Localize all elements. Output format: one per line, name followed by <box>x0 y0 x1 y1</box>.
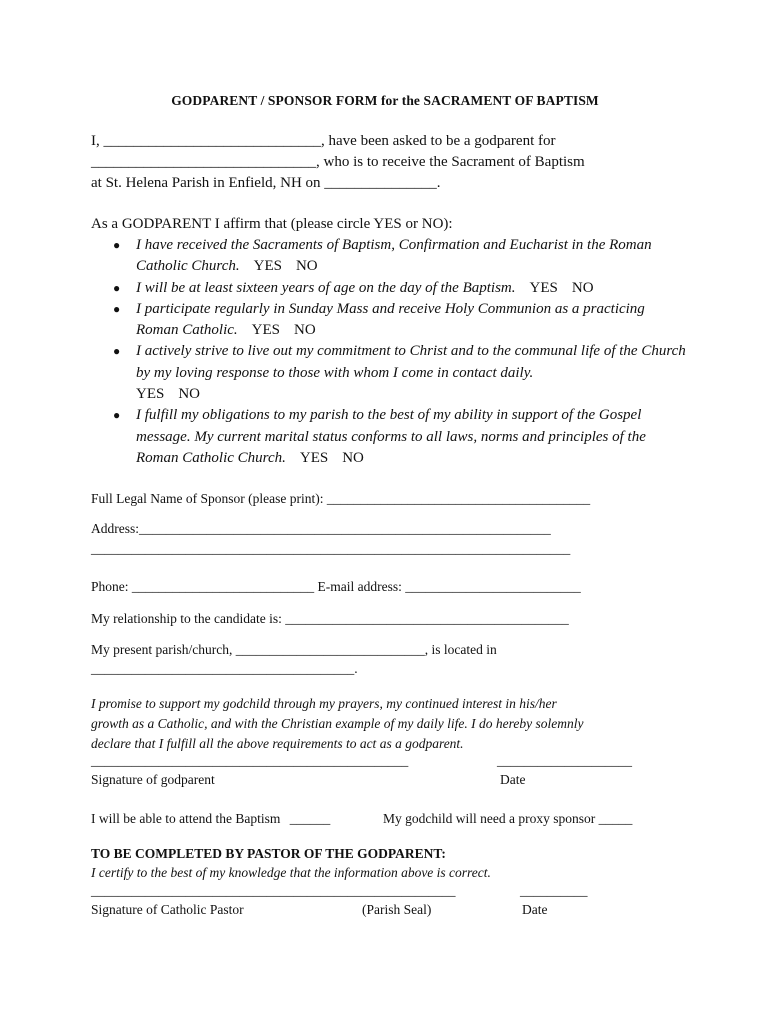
intro-line-2 <box>91 152 585 173</box>
legal-name-field[interactable]: _______________________________________ <box>326 491 591 506</box>
legal-name-row <box>91 490 590 508</box>
proxy-row <box>383 810 632 828</box>
proxy-label: My godchild will need a proxy sponsor <box>383 811 599 826</box>
address-row <box>91 520 551 538</box>
yes-option[interactable]: YES <box>136 386 165 403</box>
no-option[interactable]: NO <box>342 449 364 466</box>
pastor-heading: TO BE COMPLETED BY PASTOR OF THE GODPARENT: <box>91 846 446 861</box>
attend-field[interactable]: ______ <box>289 811 331 826</box>
affirmation-list <box>91 235 691 469</box>
location-row: _______________________________________. <box>91 661 358 676</box>
yes-option[interactable]: YES <box>299 449 329 466</box>
candidate-name-blank[interactable]: ______________________________ <box>91 154 316 170</box>
address-row-2 <box>91 540 570 558</box>
godparent-signature-label: Signature of godparent <box>91 772 215 787</box>
intro-text: . <box>436 175 441 191</box>
bullet-icon: ● <box>113 301 121 316</box>
phone-label: Phone: <box>91 579 132 594</box>
intro-line-1 <box>91 131 556 152</box>
affirm-heading: As a GODPARENT I affirm that (please circle YES or NO): <box>91 216 453 232</box>
phone-field[interactable]: ___________________________ <box>131 579 315 594</box>
parish-row <box>91 641 497 659</box>
yes-option[interactable]: YES <box>253 258 282 275</box>
no-option[interactable]: NO <box>295 258 318 275</box>
pastor-signature-label: Signature of Catholic Pastor <box>91 902 244 917</box>
relationship-field[interactable]: __________________________________________ <box>285 611 569 626</box>
godparent-name-blank[interactable]: _____________________________ <box>103 133 321 149</box>
attend-label: I will be able to attend the Baptism <box>91 811 284 826</box>
parish-field[interactable]: ____________________________ <box>235 642 425 657</box>
pastor-certify: I certify to the best of my knowledge that the information above is correct. <box>91 865 491 880</box>
bullet-icon: ● <box>113 238 121 252</box>
intro-text: I, <box>91 133 104 149</box>
baptism-date-blank[interactable]: _______________ <box>324 175 437 191</box>
godparent-date-field[interactable]: ____________________ <box>497 753 632 768</box>
location-field[interactable]: _______________________________________ <box>91 661 355 676</box>
no-option[interactable]: NO <box>571 279 594 296</box>
no-option[interactable]: NO <box>294 322 316 339</box>
no-option[interactable]: NO <box>178 386 201 403</box>
address-field[interactable]: _____________________________________________________________ <box>139 521 551 536</box>
affirmation-item: ● I fulfill my obligations to my parish to the best of my ability in support of the Gospel message. My current marital status conforms to all laws, norms and principles of the Roman Catholic Church. YES NO <box>113 407 646 466</box>
yes-option[interactable]: YES <box>529 279 558 296</box>
attend-row <box>91 810 330 828</box>
pastor-date-field[interactable]: __________ <box>520 883 588 898</box>
contact-row <box>91 578 581 596</box>
promise-line: declare that I fulfill all the above requirements to act as a godparent. <box>91 736 464 751</box>
godparent-date-label: Date <box>500 772 526 787</box>
pastor-date-label: Date <box>522 902 548 917</box>
promise-line: growth as a Catholic, and with the Christian example of my daily life. I do hereby solemnly <box>91 716 584 731</box>
pastor-signature-field[interactable]: ______________________________________________________ <box>91 883 456 898</box>
email-field[interactable]: __________________________ <box>405 579 581 594</box>
promise-statement <box>91 694 583 754</box>
godparent-signature-field[interactable]: _______________________________________________ <box>91 753 409 768</box>
intro-text: , have been asked to be a godparent for <box>321 133 556 149</box>
email-label: E-mail address: <box>314 579 406 594</box>
relationship-row <box>91 610 569 628</box>
intro-text: at St. Helena Parish in Enfield, NH on <box>91 175 325 191</box>
affirmation-item: ● I participate regularly in Sunday Mass and receive Holy Communion as a practicing Roman Catholic. YES NO <box>113 300 645 339</box>
address-label: Address: <box>91 521 139 536</box>
relationship-label: My relationship to the candidate is: <box>91 611 286 626</box>
intro-text: , who is to receive the Sacrament of Baptism <box>316 154 585 170</box>
affirmation-item: ● I have received the Sacraments of Baptism, Confirmation and Eucharist in the Roman Catholic Church. YES NO <box>113 237 652 275</box>
bullet-icon: ● <box>113 344 121 359</box>
bullet-icon: ● <box>113 280 121 295</box>
form-title: GODPARENT / SPONSOR FORM for the SACRAMENT OF BAPTISM <box>171 93 599 108</box>
parish-seal-label: (Parish Seal) <box>362 902 432 917</box>
address-field-2[interactable]: _______________________________________________________________________ <box>91 541 571 556</box>
legal-name-label: Full Legal Name of Sponsor (please print): <box>91 491 327 506</box>
intro-line-3 <box>91 173 441 194</box>
parish-label: My present parish/church, <box>91 642 236 657</box>
proxy-field[interactable]: _____ <box>598 811 633 826</box>
promise-line: I promise to support my godchild through my prayers, my continued interest in his/her <box>91 696 557 711</box>
affirmation-item: ● I will be at least sixteen years of age on the day of the Baptism. YES NO <box>91 278 691 299</box>
affirmation-item: ● I actively strive to live out my commitment to Christ and to the communal life of the Church by my loving response to those with whom I come in contact daily. YES NO <box>113 343 686 403</box>
bullet-icon: ● <box>113 408 121 423</box>
parish-located-label: , is located in <box>424 642 497 657</box>
yes-option[interactable]: YES <box>251 322 281 339</box>
